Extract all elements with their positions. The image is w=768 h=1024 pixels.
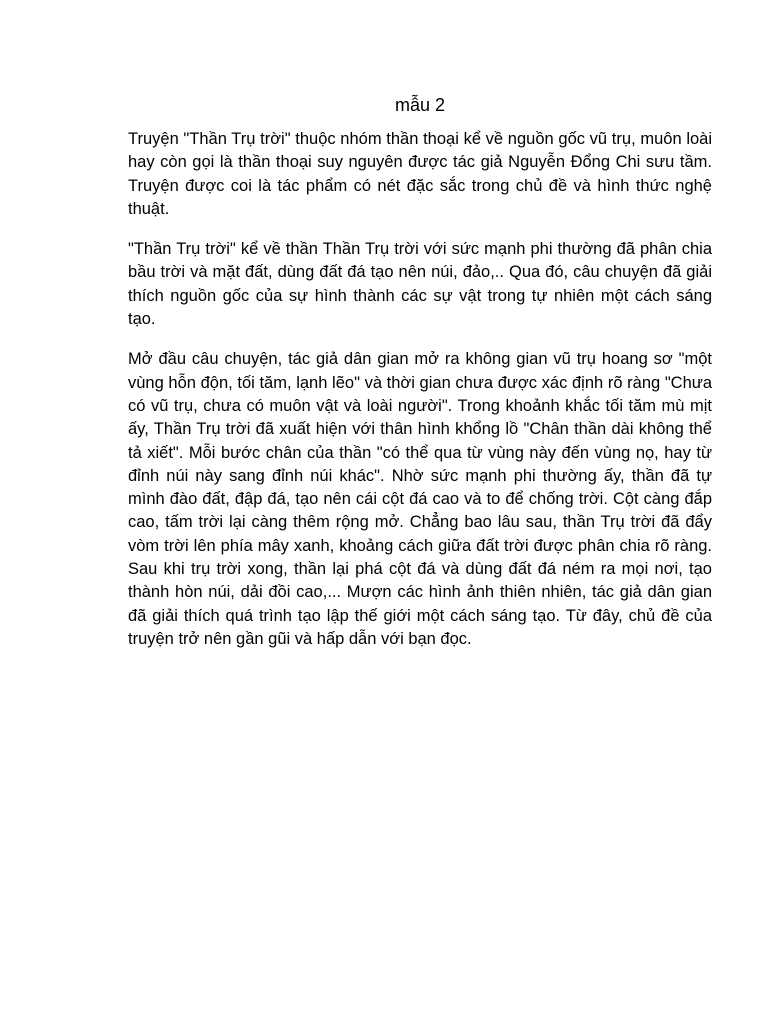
paragraph-analysis: Mở đầu câu chuyện, tác giả dân gian mở ra không gian vũ trụ hoang sơ "một vùng hỗn độn, tối tăm, lạnh lẽo" và thời gian chưa được xác định rõ ràng "Chưa có vũ trụ, chưa có muôn vật và loài người". Trong khoảnh khắc tối tăm mù mịt ấy, Thần Trụ trời đã xuất hiện với thân hình khổng lồ "Chân thần dài không thể tả xiết". Mỗi bước chân của thần "có thể qua từ vùng này đến vùng nọ, hay từ đỉnh núi này sang đỉnh núi khác". Nhờ sức mạnh phi thường ấy, thần đã tự mình đào đất, đập đá, tạo nên cái cột đá cao và to để chống trời. Cột càng đắp cao, tấm trời lại càng thêm rộng mở. Chẳng bao lâu sau, thần Trụ trời đã đẩy vòm trời lên phía mây xanh, khoảng cách giữa đất trời được phân chia rõ ràng. Sau khi trụ trời xong, thần lại phá cột đá và dùng đất đá ném ra mọi nơi, tạo thành hòn núi, dải đồi cao,... Mượn các hình ảnh thiên nhiên, tác giả dân gian đã giải thích quá trình tạo lập thế giới một cách sáng tạo. Từ đây, chủ đề của truyện trở nên gần gũi và hấp dẫn với bạn đọc. [128, 350, 712, 648]
paragraph-summary: "Thần Trụ trời" kể về thần Thần Trụ trời với sức mạnh phi thường đã phân chia bầu trời và mặt đất, dùng đất đá tạo nên núi, đảo,.. Qua đó, câu chuyện đã giải thích nguồn gốc của sự hình thành các sự vật trong tự nhiên một cách sáng tạo. [128, 240, 712, 329]
document-page [128, 92, 712, 668]
paragraph-intro: Truyện "Thần Trụ trời" thuộc nhóm thần thoại kể về nguồn gốc vũ trụ, muôn loài hay còn gọi là thần thoại suy nguyên được tác giả Nguyễn Đổng Chi sưu tầm. Truyện được coi là tác phẩm có nét đặc sắc trong chủ đề và hình thức nghệ thuật. [128, 130, 712, 218]
document-title: mẫu 2 [394, 95, 446, 115]
